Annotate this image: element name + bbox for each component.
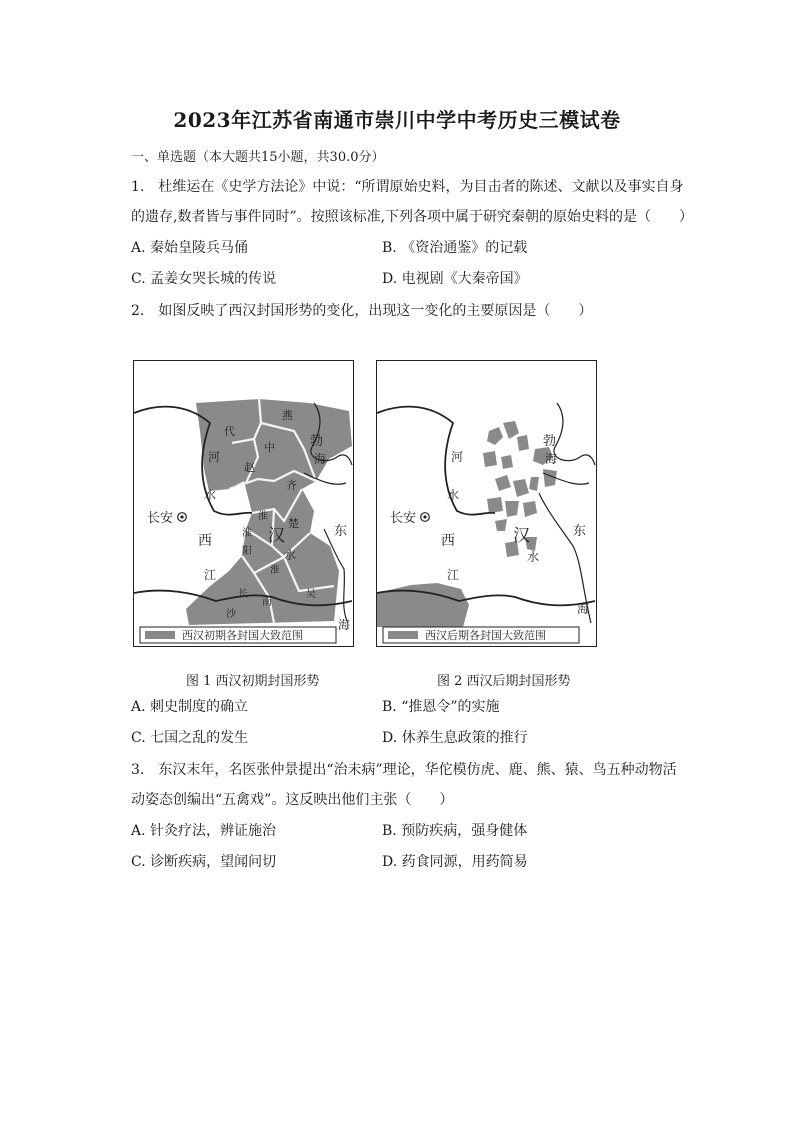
map1-label: 吴 [306, 589, 316, 600]
map1-label: 代 [224, 425, 235, 438]
map2-label: 西 [441, 533, 455, 549]
map1-label: 南 [262, 597, 272, 608]
map1-label: 东 [334, 524, 348, 539]
map2-label: 海 [545, 452, 558, 466]
map1-label: 沙 [226, 609, 236, 620]
map1-caption: 图 1 西汉初期封国形势 [186, 674, 320, 689]
q2-option-c[interactable]: C. 七国之乱的发生 [131, 730, 249, 746]
q1-option-d[interactable]: D. 电视剧《大秦帝国》 [382, 271, 528, 287]
map1-label: 河 [208, 450, 221, 464]
early-fiefs-region [186, 399, 352, 625]
map1-label: 水 [284, 548, 297, 562]
map1-label: 赵 [244, 461, 255, 474]
question-1-stem: 1. 杜维运在《史学方法论》中说：“所谓原始史料，为目击者的陈述、文献以及事实自身 [131, 179, 684, 195]
question-3-stem-cont: 动姿态创编出“五禽戏”。这反映出他们主张（ ） [131, 792, 454, 808]
map1-legend: 西汉初期各封国大致范围 [182, 629, 303, 642]
section-heading: 一、单选题（本大题共15小题，共30.0分） [131, 150, 385, 165]
q1-option-c[interactable]: C. 孟姜女哭长城的传说 [131, 271, 277, 287]
question-1-stem-cont: 的遗存,数者皆与事件同时”。按照该标准,下列各项中属于研究秦朝的原始史料的是（ ） [131, 209, 694, 225]
map1-label: 齐 [286, 479, 297, 492]
map2-label: 汉 [513, 526, 530, 546]
map1-label: 燕 [282, 409, 293, 422]
map2-label: 水 [447, 488, 460, 502]
map1-label: 阳 [242, 546, 252, 557]
q3-option-d[interactable]: D. 药食同源，用药简易 [382, 854, 528, 870]
map2-label: 长安 [390, 511, 417, 526]
map2-label: 河 [451, 450, 464, 464]
question-3-stem: 3. 东汉末年，名医张仲景提出“治未病”理论，华佗模仿虎、鹿、熊、猿、鸟五种动物活 [131, 762, 677, 778]
map2-label: 水 [527, 550, 540, 564]
q3-option-c[interactable]: C. 诊断疾病，望闻问切 [131, 854, 277, 870]
q3-option-a[interactable]: A. 针灸疗法，辨证施治 [131, 823, 277, 839]
question-2-stem: 2. 如图反映了西汉封国形势的变化，出现这一变化的主要原因是（ ） [131, 303, 593, 319]
map1-label: 淮 [270, 565, 280, 576]
map2-label: 勃 [543, 434, 557, 449]
map1-label: 汉 [268, 526, 285, 546]
map1-label: 淮 [242, 528, 252, 539]
map2-caption: 图 2 西汉后期封国形势 [437, 674, 571, 689]
map2-label: 江 [447, 568, 460, 582]
map1-label: 西 [198, 533, 212, 549]
map2-label: 海 [577, 602, 590, 616]
q2-option-b[interactable]: B. “推恩令”的实施 [382, 699, 500, 715]
map2-label: 东 [573, 524, 587, 539]
map2-legend: 西汉后期各封国大致范围 [425, 629, 546, 642]
q1-option-a[interactable]: A. 秦始皇陵兵马俑 [131, 240, 249, 256]
map1-label: 海 [314, 452, 327, 466]
map1-label: 长安 [147, 511, 174, 526]
q1-option-b[interactable]: B. 《资治通鉴》的记载 [382, 240, 528, 256]
map1-label: 海 [338, 618, 351, 632]
map1-label: 水 [204, 488, 217, 502]
map-western-han-early [133, 360, 354, 647]
page-title: 2023年江苏省南通市崇川中学中考历史三模试卷 [173, 108, 621, 132]
map1-label: 中 [264, 441, 275, 454]
map-western-han-late [376, 360, 597, 647]
map1-label: 江 [204, 568, 217, 582]
q2-option-a[interactable]: A. 刺史制度的确立 [131, 699, 249, 715]
map1-label: 勃 [310, 434, 324, 449]
map1-label: 淮 [258, 511, 268, 522]
q3-option-b[interactable]: B. 预防疾病，强身健体 [382, 823, 528, 839]
q2-option-d[interactable]: D. 休养生息政策的推行 [382, 730, 528, 746]
map1-label: 长 [238, 589, 248, 600]
map1-label: 楚 [288, 517, 299, 530]
